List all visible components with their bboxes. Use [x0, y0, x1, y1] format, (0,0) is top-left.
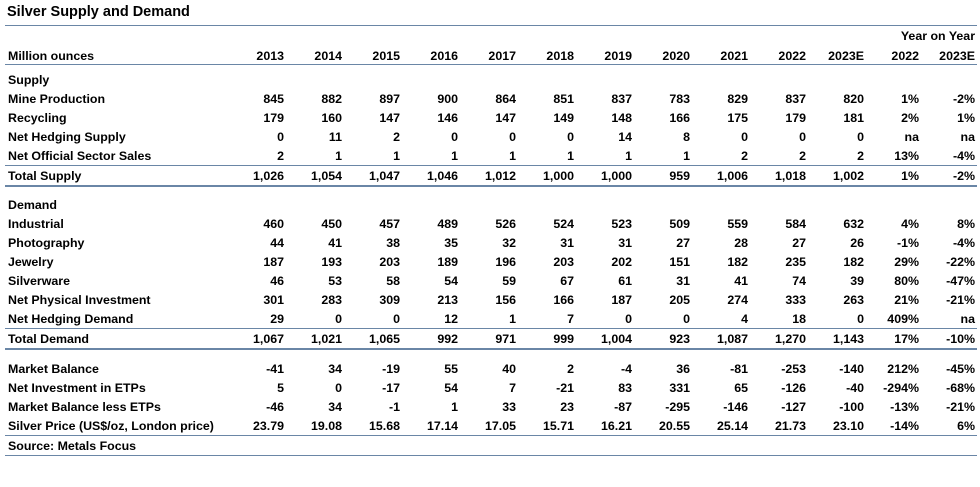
- value-cell: 0: [683, 311, 690, 326]
- value-cell: 74: [792, 273, 806, 288]
- year-on-year-heading: Year on Year: [900, 28, 976, 43]
- value-cell: 151: [669, 254, 690, 269]
- value-cell: 31: [560, 235, 574, 250]
- yoy-cell: 13%: [894, 148, 919, 163]
- column-header-year: 2023E: [808, 44, 866, 65]
- value-cell: 632: [843, 216, 864, 231]
- yoy-cell: 6%: [921, 416, 977, 436]
- value-cell: 148: [611, 110, 632, 125]
- value-cell: 1,087: [692, 329, 750, 350]
- value-cell: 0: [335, 311, 342, 326]
- value-cell: 179: [263, 110, 284, 125]
- value-cell: 0: [393, 311, 400, 326]
- value-cell: 1,143: [808, 329, 866, 350]
- value-cell: 1,006: [692, 166, 750, 187]
- value-cell: 44: [270, 235, 284, 250]
- value-cell: 187: [611, 292, 632, 307]
- value-cell: 1,004: [576, 329, 634, 350]
- table-row: [5, 397, 977, 416]
- empty-cell: [750, 27, 808, 44]
- value-cell: 1: [509, 311, 516, 326]
- value-cell: 2: [741, 148, 748, 163]
- value-cell: 829: [727, 91, 748, 106]
- value-cell: -4: [620, 361, 632, 376]
- yoy-cell: -14%: [866, 416, 921, 436]
- value-cell: 38: [386, 235, 400, 250]
- value-cell: 1,000: [518, 166, 576, 187]
- yoy-cell: 212%: [887, 361, 919, 376]
- value-cell: 16.21: [576, 416, 634, 436]
- value-cell: 187: [263, 254, 284, 269]
- empty-cell: [344, 27, 402, 44]
- value-cell: 196: [495, 254, 516, 269]
- value-cell: 1: [451, 399, 458, 414]
- value-cell: 1,270: [750, 329, 808, 350]
- value-cell: 8: [683, 129, 690, 144]
- empty-cell: [228, 27, 286, 44]
- value-cell: 559: [727, 216, 748, 231]
- value-cell: 0: [799, 129, 806, 144]
- yoy-cell: 1%: [957, 110, 976, 125]
- row-label: Net Hedging Supply: [8, 129, 126, 144]
- empty-cell: [5, 27, 228, 44]
- empty-cell: [692, 27, 750, 44]
- table-body: [5, 27, 977, 456]
- yoy-cell: 8%: [957, 216, 976, 231]
- value-cell: 900: [437, 91, 458, 106]
- value-cell: 35: [444, 235, 458, 250]
- yoy-cell: 409%: [887, 311, 919, 326]
- yoy-cell: -4%: [952, 235, 976, 250]
- value-cell: 526: [495, 216, 516, 231]
- value-cell: 235: [785, 254, 806, 269]
- value-cell: 149: [553, 110, 574, 125]
- value-cell: -17: [382, 380, 400, 395]
- value-cell: 1,021: [286, 329, 344, 350]
- value-cell: 2: [393, 129, 400, 144]
- yoy-cell: 1%: [866, 166, 921, 187]
- gap-cell: [5, 186, 977, 196]
- value-cell: 1,002: [808, 166, 866, 187]
- value-cell: 523: [611, 216, 632, 231]
- column-header-year: 2014: [286, 44, 344, 65]
- column-header-year: 2015: [344, 44, 402, 65]
- yoy-cell: -45%: [946, 361, 976, 376]
- table-row: [5, 271, 977, 290]
- value-cell: 203: [379, 254, 400, 269]
- value-cell: 41: [328, 235, 342, 250]
- value-cell: 5: [277, 380, 284, 395]
- value-cell: 65: [734, 380, 748, 395]
- empty-cell: [808, 27, 866, 44]
- empty-cell: [286, 27, 344, 44]
- table-row: [5, 378, 977, 397]
- value-cell: 147: [379, 110, 400, 125]
- row-label: Photography: [8, 235, 85, 250]
- value-cell: 15.71: [518, 416, 576, 436]
- column-header-year: 2020: [634, 44, 692, 65]
- value-cell: 999: [518, 329, 576, 350]
- value-cell: -40: [846, 380, 864, 395]
- value-cell: 331: [669, 380, 690, 395]
- value-cell: 12: [444, 311, 458, 326]
- yoy-cell: 4%: [901, 216, 919, 231]
- value-cell: 40: [502, 361, 516, 376]
- row-label: Market Balance: [8, 361, 99, 376]
- value-cell: 26: [850, 235, 864, 250]
- yoy-cell: -4%: [952, 148, 976, 163]
- value-cell: 67: [560, 273, 574, 288]
- value-cell: 0: [451, 129, 458, 144]
- table-row: [5, 416, 977, 436]
- value-cell: 0: [509, 129, 516, 144]
- value-cell: 182: [727, 254, 748, 269]
- table-row: [5, 290, 977, 309]
- empty-cell: [402, 27, 460, 44]
- value-cell: 54: [444, 273, 458, 288]
- value-cell: -21: [556, 380, 574, 395]
- gap-row: [5, 186, 977, 196]
- yoy-cell: 2%: [901, 110, 919, 125]
- value-cell: 18: [792, 311, 806, 326]
- value-cell: 837: [785, 91, 806, 106]
- row-label: Silverware: [8, 273, 70, 288]
- yoy-cell: na: [960, 311, 976, 326]
- value-cell: 28: [734, 235, 748, 250]
- value-cell: 15.68: [344, 416, 402, 436]
- value-cell: -146: [723, 399, 748, 414]
- value-cell: 11: [328, 129, 342, 144]
- value-cell: 1,067: [228, 329, 286, 350]
- value-cell: 1,046: [402, 166, 460, 187]
- value-cell: 175: [727, 110, 748, 125]
- value-cell: 36: [676, 361, 690, 376]
- row-label: Net Physical Investment: [8, 292, 151, 307]
- value-cell: 1: [393, 148, 400, 163]
- yoy-cell: -21%: [946, 292, 976, 307]
- yoy-cell: -47%: [946, 273, 976, 288]
- value-cell: 25.14: [692, 416, 750, 436]
- section-heading: Supply: [8, 73, 50, 87]
- column-header-yoy: 2023E: [921, 44, 977, 65]
- value-cell: 59: [502, 273, 516, 288]
- table-row: [5, 329, 977, 350]
- value-cell: 882: [321, 91, 342, 106]
- table-row: [5, 359, 977, 378]
- column-header-label: Million ounces: [5, 44, 228, 65]
- top-divider: [5, 25, 977, 26]
- value-cell: 2: [857, 148, 864, 163]
- yoy-cell: -68%: [946, 380, 976, 395]
- value-cell: 179: [785, 110, 806, 125]
- supply-section: [5, 71, 977, 89]
- row-label: Silver Price (US$/oz, London price): [5, 416, 228, 436]
- value-cell: 17.14: [402, 416, 460, 436]
- source-note: Source: Metals Focus: [5, 436, 977, 456]
- value-cell: 0: [857, 311, 864, 326]
- value-cell: 23: [560, 399, 574, 414]
- row-label: Market Balance less ETPs: [8, 399, 161, 414]
- yoy-cell: -21%: [946, 399, 976, 414]
- gap-row: [5, 349, 977, 359]
- value-cell: 181: [843, 110, 864, 125]
- value-cell: 851: [553, 91, 574, 106]
- row-label: Jewelry: [8, 254, 54, 269]
- value-cell: 31: [676, 273, 690, 288]
- value-cell: 309: [379, 292, 400, 307]
- value-cell: 193: [321, 254, 342, 269]
- yoy-cell: -2%: [952, 91, 976, 106]
- value-cell: 205: [669, 292, 690, 307]
- column-header-year: 2018: [518, 44, 576, 65]
- value-cell: 166: [553, 292, 574, 307]
- column-header-year: 2017: [460, 44, 518, 65]
- value-cell: 58: [386, 273, 400, 288]
- silver-supply-demand-table: [5, 27, 977, 456]
- yoy-cell: 17%: [866, 329, 921, 350]
- value-cell: 1,012: [460, 166, 518, 187]
- value-cell: 333: [785, 292, 806, 307]
- yoy-cell: -22%: [946, 254, 976, 269]
- value-cell: 897: [379, 91, 400, 106]
- row-label: Net Official Sector Sales: [8, 148, 152, 163]
- value-cell: -295: [665, 399, 690, 414]
- yoy-header-row: [5, 27, 977, 44]
- value-cell: 14: [618, 129, 632, 144]
- value-cell: 1,018: [750, 166, 808, 187]
- value-cell: 147: [495, 110, 516, 125]
- value-cell: 820: [843, 91, 864, 106]
- value-cell: 0: [567, 129, 574, 144]
- column-header-year: 2021: [692, 44, 750, 65]
- value-cell: -41: [266, 361, 284, 376]
- value-cell: 55: [444, 361, 458, 376]
- yoy-cell: 1%: [901, 91, 919, 106]
- value-cell: 263: [843, 292, 864, 307]
- yoy-cell: 29%: [894, 254, 919, 269]
- value-cell: 182: [843, 254, 864, 269]
- value-cell: 837: [611, 91, 632, 106]
- value-cell: 31: [618, 235, 632, 250]
- row-label: Net Hedging Demand: [8, 311, 134, 326]
- table-row: [5, 146, 977, 166]
- value-cell: 160: [321, 110, 342, 125]
- yoy-cell: -294%: [883, 380, 919, 395]
- value-cell: 923: [634, 329, 692, 350]
- value-cell: 1,054: [286, 166, 344, 187]
- value-cell: 54: [444, 380, 458, 395]
- value-cell: 20.55: [634, 416, 692, 436]
- row-label: Industrial: [8, 216, 64, 231]
- value-cell: -81: [730, 361, 748, 376]
- source-row: [5, 436, 977, 456]
- yoy-cell: -2%: [921, 166, 977, 187]
- value-cell: 845: [263, 91, 284, 106]
- value-cell: 32: [502, 235, 516, 250]
- table-row: [5, 233, 977, 252]
- value-cell: 1: [509, 148, 516, 163]
- value-cell: 46: [270, 273, 284, 288]
- value-cell: -87: [614, 399, 632, 414]
- column-header-yoy: 2022: [866, 44, 921, 65]
- value-cell: 27: [792, 235, 806, 250]
- value-cell: -100: [839, 399, 864, 414]
- value-cell: 202: [611, 254, 632, 269]
- value-cell: 7: [509, 380, 516, 395]
- empty-cell: [460, 27, 518, 44]
- value-cell: 21.73: [750, 416, 808, 436]
- value-cell: 1,026: [228, 166, 286, 187]
- value-cell: -1: [388, 399, 400, 414]
- value-cell: 7: [567, 311, 574, 326]
- empty-cell: [518, 27, 576, 44]
- column-header-row: [5, 44, 977, 65]
- value-cell: 53: [328, 273, 342, 288]
- value-cell: 460: [263, 216, 284, 231]
- value-cell: 23.79: [228, 416, 286, 436]
- value-cell: 19.08: [286, 416, 344, 436]
- value-cell: 213: [437, 292, 458, 307]
- value-cell: 489: [437, 216, 458, 231]
- value-cell: 301: [263, 292, 284, 307]
- value-cell: 83: [618, 380, 632, 395]
- column-header-year: 2022: [750, 44, 808, 65]
- value-cell: 457: [379, 216, 400, 231]
- section-heading: Demand: [8, 198, 57, 212]
- yoy-cell: 21%: [894, 292, 919, 307]
- yoy-cell: na: [904, 129, 919, 144]
- value-cell: 0: [857, 129, 864, 144]
- value-cell: 1: [335, 148, 342, 163]
- row-label: Net Investment in ETPs: [8, 380, 146, 395]
- table-row: [5, 89, 977, 108]
- value-cell: 203: [553, 254, 574, 269]
- value-cell: 1: [567, 148, 574, 163]
- value-cell: -126: [781, 380, 806, 395]
- value-cell: 0: [625, 311, 632, 326]
- value-cell: 864: [495, 91, 516, 106]
- value-cell: 524: [553, 216, 574, 231]
- value-cell: 156: [495, 292, 516, 307]
- value-cell: 584: [785, 216, 806, 231]
- value-cell: 34: [328, 361, 342, 376]
- column-header-year: 2019: [576, 44, 634, 65]
- value-cell: -253: [781, 361, 806, 376]
- table-row: [5, 214, 977, 233]
- demand-section: [5, 196, 977, 214]
- column-header-year: 2013: [228, 44, 286, 65]
- value-cell: 146: [437, 110, 458, 125]
- table-title: Silver Supply and Demand: [7, 4, 190, 20]
- value-cell: 166: [669, 110, 690, 125]
- value-cell: 23.10: [808, 416, 866, 436]
- value-cell: 27: [676, 235, 690, 250]
- value-cell: 1: [625, 148, 632, 163]
- row-label: Total Supply: [5, 166, 228, 187]
- yoy-cell: 80%: [894, 273, 919, 288]
- value-cell: 33: [502, 399, 516, 414]
- value-cell: 29: [270, 311, 284, 326]
- value-cell: 274: [727, 292, 748, 307]
- value-cell: 2: [277, 148, 284, 163]
- row-label: Mine Production: [8, 91, 106, 106]
- column-header-year: 2016: [402, 44, 460, 65]
- value-cell: 39: [850, 273, 864, 288]
- table-row: [5, 108, 977, 127]
- yoy-cell: -1%: [896, 235, 919, 250]
- empty-cell: [576, 27, 634, 44]
- row-label: Recycling: [8, 110, 67, 125]
- value-cell: 189: [437, 254, 458, 269]
- value-cell: 61: [618, 273, 632, 288]
- value-cell: 1,000: [576, 166, 634, 187]
- value-cell: -46: [266, 399, 284, 414]
- value-cell: -127: [781, 399, 806, 414]
- value-cell: 0: [335, 380, 342, 395]
- value-cell: -140: [839, 361, 864, 376]
- value-cell: 1: [683, 148, 690, 163]
- table-row: [5, 309, 977, 329]
- value-cell: 509: [669, 216, 690, 231]
- value-cell: 1,047: [344, 166, 402, 187]
- value-cell: 17.05: [460, 416, 518, 436]
- value-cell: 971: [460, 329, 518, 350]
- value-cell: 4: [741, 311, 748, 326]
- empty-cell: [634, 27, 692, 44]
- value-cell: 0: [741, 129, 748, 144]
- value-cell: 783: [669, 91, 690, 106]
- value-cell: 1: [451, 148, 458, 163]
- value-cell: 1,065: [344, 329, 402, 350]
- value-cell: -19: [382, 361, 400, 376]
- yoy-cell: na: [960, 129, 976, 144]
- value-cell: 0: [277, 129, 284, 144]
- table-row: [5, 127, 977, 146]
- value-cell: 34: [328, 399, 342, 414]
- table-row: [5, 252, 977, 271]
- value-cell: 2: [567, 361, 574, 376]
- value-cell: 959: [634, 166, 692, 187]
- row-label: Total Demand: [5, 329, 228, 350]
- table-row: [5, 166, 977, 187]
- yoy-cell: -10%: [921, 329, 977, 350]
- value-cell: 283: [321, 292, 342, 307]
- value-cell: 450: [321, 216, 342, 231]
- gap-cell: [5, 349, 977, 359]
- value-cell: 2: [799, 148, 806, 163]
- value-cell: 41: [734, 273, 748, 288]
- value-cell: 992: [402, 329, 460, 350]
- yoy-cell: -13%: [890, 399, 919, 414]
